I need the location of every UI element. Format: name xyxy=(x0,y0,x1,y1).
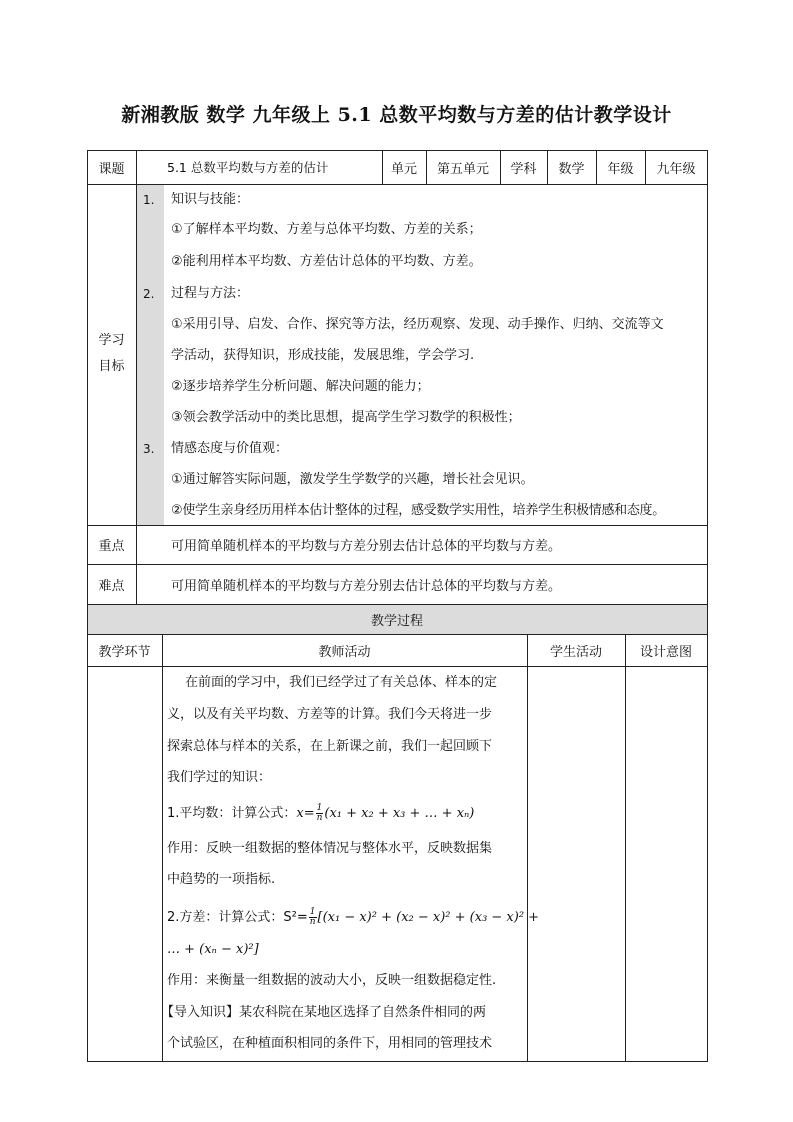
fraction-one-over-n xyxy=(316,804,324,823)
teacher-activity xyxy=(161,666,540,1061)
difficulty-text: 可用简单随机样本的平均数与方差分别去估计总体的平均数与方差。 xyxy=(171,578,562,594)
process-banner: 教学过程 xyxy=(370,613,423,629)
fraction-numerator: 1 xyxy=(309,907,316,917)
objectives-label-line1: 学习 xyxy=(98,333,125,348)
objective-item: ②能利用样本平均数、方差估计总体的平均数、方差。 xyxy=(171,254,482,269)
fraction-one-over-n xyxy=(309,908,317,927)
objective-item: ②逐步培养学生分析问题、解决问题的能力； xyxy=(171,379,430,394)
section-number: 3. xyxy=(143,442,155,456)
mean-use-line: 作用：反映一组数据的整体情况与整体水平，反映数据集 xyxy=(167,841,493,856)
lesson-plan-table xyxy=(87,150,707,1062)
objective-item: ①通过解答实际问题，激发学生学数学的兴趣，增长社会见识。 xyxy=(171,472,534,487)
fraction-denominator: n xyxy=(316,813,323,823)
objective-item: 学活动，获得知识，形成技能，发展思维，学会学习. xyxy=(171,348,475,363)
variance-formula-rhs-line2: … + (xₙ − x)²] xyxy=(167,942,259,957)
intro-line: 探索总体与样本的关系，在上新课之前，我们一起回顾下 xyxy=(167,739,493,754)
fraction-numerator: 1 xyxy=(316,803,323,813)
intro-line: 我们学过的知识： xyxy=(167,770,272,785)
objectives-number-bar xyxy=(136,184,164,525)
section-number: 1. xyxy=(143,193,155,207)
mean-formula-lhs: x= xyxy=(296,806,315,821)
grade-label: 年级 xyxy=(607,161,634,177)
document-title: 新湘教版 数学 九年级上 5.1 总数平均数与方差的估计教学设计 xyxy=(121,104,672,126)
variance-formula-rhs-line1: [(x₁ − x)² + (x₂ − x)² + (x₃ − x)² + xyxy=(317,910,540,925)
objectives-label xyxy=(87,328,136,380)
intro-line: 在前面的学习中，我们已经学过了有关总体、样本的定 xyxy=(185,675,498,690)
column-header-teacher: 教师活动 xyxy=(318,644,371,660)
variance-use: 作用：来衡量一组数据的波动大小，反映一组数据稳定性. xyxy=(167,973,497,988)
intro-line: 义，以及有关平均数、方差等的计算。我们今天将进一步 xyxy=(167,707,493,722)
grade-value: 九年级 xyxy=(656,161,696,177)
column-header-intent: 设计意图 xyxy=(639,644,692,660)
column-header-student: 学生活动 xyxy=(549,644,602,660)
section-heading: 情感态度与价值观： xyxy=(171,441,289,456)
unit-value: 第五单元 xyxy=(436,161,489,177)
difficulty-label: 难点 xyxy=(98,578,125,594)
objective-item: ①了解样本平均数、方差与总体平均数、方差的关系； xyxy=(171,222,482,237)
mean-use-line: 中趋势的一项指标. xyxy=(167,872,276,887)
column-header-stage: 教学环节 xyxy=(98,644,151,660)
section-heading: 过程与方法： xyxy=(171,286,250,301)
objective-item: ①采用引导、启发、合作、探究等方法，经历观察、发现、动手操作、归纳、交流等文 xyxy=(171,317,664,332)
key-point-text: 可用简单随机样本的平均数与方差分别去估计总体的平均数与方差。 xyxy=(171,539,562,554)
subject-value: 数学 xyxy=(558,161,585,177)
topic-value: 5.1 总数平均数与方差的估计 xyxy=(167,160,329,175)
objective-item: ③领会教学活动中的类比思想，提高学生学习数学的积极性； xyxy=(171,410,521,425)
objective-item: ②使学生亲身经历用样本估计整体的过程，感受数学实用性，培养学生积极情感和态度。 xyxy=(171,503,665,518)
subject-label: 学科 xyxy=(510,161,537,177)
section-number: 2. xyxy=(143,287,155,301)
section-heading: 知识与技能： xyxy=(171,192,250,207)
lead-in-line: 【导入知识】某农科院在某地区选择了自然条件相同的两 xyxy=(161,1005,487,1020)
objectives-label-line2: 目标 xyxy=(98,359,125,374)
lead-in-line: 个试验区，在种植面积相同的条件下，用相同的管理技术 xyxy=(167,1036,493,1051)
variance-formula-label: 2.方差：计算公式：S²= xyxy=(167,910,308,925)
mean-formula-rhs: (x₁ + x₂ + x₃ + … + xₙ) xyxy=(324,806,475,821)
unit-label: 单元 xyxy=(390,161,417,177)
mean-formula-label: 1.平均数：计算公式： xyxy=(167,806,297,821)
key-point-label: 重点 xyxy=(98,539,125,554)
mean-formula xyxy=(167,804,474,823)
fraction-denominator: n xyxy=(309,917,316,927)
topic-label: 课题 xyxy=(98,161,125,177)
variance-formula xyxy=(167,908,539,927)
